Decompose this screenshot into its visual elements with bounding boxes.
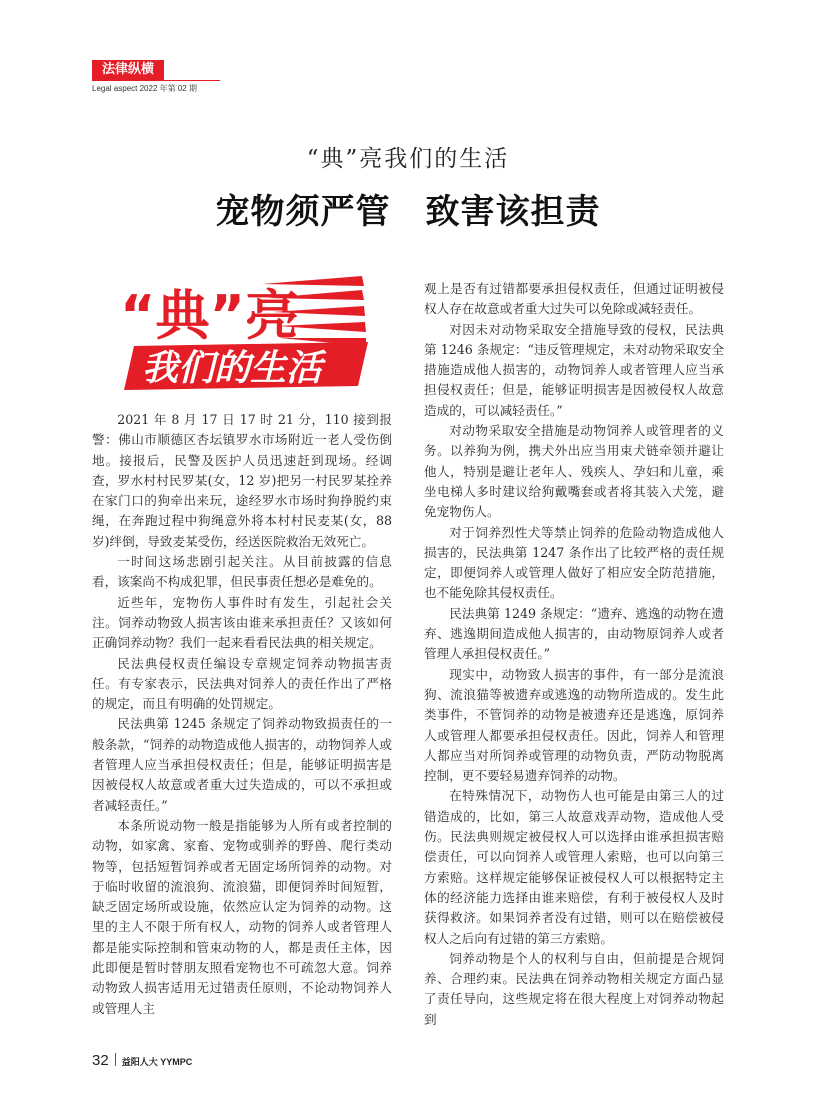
page-footer (92, 1052, 192, 1070)
footer-brand: 益阳人大 YYMPC (121, 1057, 193, 1067)
page-number: 32 (92, 1052, 109, 1069)
header-divider (92, 80, 220, 81)
paragraph: 2021 年 8 月 17 日 17 时 21 分，110 接到报警：佛山市顺德区杏坛镇罗水市场附近一老人受伤倒地。接报后，民警及医护人员迅速赶到现场。经调查，罗水村村民罗某(女，12 岁)把另一村民罗某拴养在家门口的狗牵出来玩，途经罗水市场时狗挣脱约束绳，在奔跑过程中狗绳意外将本村村民麦某(女，88 岁)绊倒，导致麦某受伤，经送医院救治无效死亡。 (92, 412, 392, 549)
paragraph: 在特殊情况下，动物伤人也可能是由第三人的过错造成的，比如，第三人故意戏弄动物，造成他人受伤。民法典则规定被侵权人可以选择由谁承担损害赔偿责任，可以向饲养人或管理人索赔，也可以向第三方索赔。这样规定能够保证被侵权人可以根据特定主体的经济能力选择由谁来赔偿，有利于被侵权人及时获得救济。如果饲养者没有过错，则可以在赔偿被侵权人之后向有过错的第三方索赔。 (424, 788, 724, 946)
logo-line-2: 我们的生活 (142, 348, 323, 389)
left-column (92, 410, 392, 1019)
paragraph: 对动物采取安全措施是动物饲养人或管理者的义务。以养狗为例，携犬外出应当用束犬链牵领并避让他人，特别是避让老年人、残疾人、孕妇和儿童，乘坐电梯人多时建议给狗戴嘴套或者将其装入犬笼，避免宠物伤人。 (424, 423, 724, 520)
right-column (424, 279, 724, 1030)
paragraph: 民法典第 1249 条规定：“遗弃、逃逸的动物在遗弃、逃逸期间造成他人损害的，由动物原饲养人或者管理人承担侵权责任。” (424, 605, 724, 662)
issue-line: Legal aspect 2022 年第 02 期 (92, 84, 197, 93)
paragraph: 观上是否有过错都要承担侵权责任，但通过证明被侵权人存在故意或者重大过失可以免除或减轻责任。 (424, 281, 724, 317)
paragraph: 民法典侵权责任编设专章规定饲养动物损害责任。有专家表示，民法典对饲养人的责任作出了严格的规定，而且有明确的处罚规定。 (92, 655, 392, 712)
article-title: 宠物须严管 致害该担责 (215, 192, 601, 232)
paragraph: 本条所说动物一般是指能够为人所有或者控制的动物，如家禽、家畜、宠物或驯养的野兽、爬行类动物等，包括短暂饲养或者无固定场所饲养的动物。对于临时收留的流浪狗、流浪猫，即便饲养时间短暂，缺乏固定场所或设施，依然应认定为饲养的动物。这里的主人不限于所有权人，动物的饲养人或者管理人都是能实际控制和管束动物的人，都是责任主体，因此即便是暂时替朋友照看宠物也不可疏忽大意。饲养动物致人损害适用无过错责任原则，不论动物饲养人或管理人主 (92, 817, 392, 1016)
footer-divider (115, 1053, 116, 1066)
paragraph: 民法典第 1245 条规定了饲养动物致损责任的一般条款，“饲养的动物造成他人损害的，动物饲养人或者管理人应当承担侵权责任；但是，能够证明损害是因被侵权人故意或者重大过失造成的，可以不承担或者减轻责任。” (92, 716, 392, 813)
logo-line-1: “典”亮 (120, 284, 299, 347)
paragraph: 一时间这场悲剧引起关注。从目前披露的信息看，该案尚不构成犯罪，但民事责任想必是难免的。 (92, 554, 392, 590)
paragraph: 饲养动物是个人的权利与自由，但前提是合规饲养、合理约束。民法典在饲养动物相关规定方面凸显了责任导向，这些规定将在很大程度上对饲养动物起到 (424, 950, 724, 1027)
paragraph: 近些年，宠物伤人事件时有发生，引起社会关注。饲养动物致人损害该由谁来承担责任？又该如何正确饲养动物？我们一起来看看民法典的相关规定。 (92, 594, 392, 651)
campaign-logo (112, 272, 370, 397)
paragraph: 对于饲养烈性犬等禁止饲养的危险动物造成他人损害的，民法典第 1247 条作出了比较严格的责任规定，即便饲养人或管理人做好了相应安全防范措施，也不能免除其侵权责任。 (424, 524, 724, 601)
paragraph: 现实中，动物致人损害的事件，有一部分是流浪狗、流浪猫等被遗弃或逃逸的动物所造成的。发生此类事件，不管饲养的动物是被遗弃还是逃逸，原饲养人或管理人都要承担侵权责任。因此，饲养人和管理人都应当对所饲养或管理的动物负责，严防动物脱离控制，更不要轻易遗弃饲养的动物。 (424, 666, 724, 784)
section-tag: 法律纵横 (92, 60, 164, 80)
paragraph: 对因未对动物采取安全措施导致的侵权，民法典第 1246 条规定：“违反管理规定，未对动物采取安全措施造成他人损害的，动物饲养人或者管理人应当承担侵权责任；但是，能够证明损害是因被侵权人故意造成的，可以减轻责任。” (424, 321, 724, 418)
article-subtitle: “典”亮我们的生活 (306, 146, 510, 172)
